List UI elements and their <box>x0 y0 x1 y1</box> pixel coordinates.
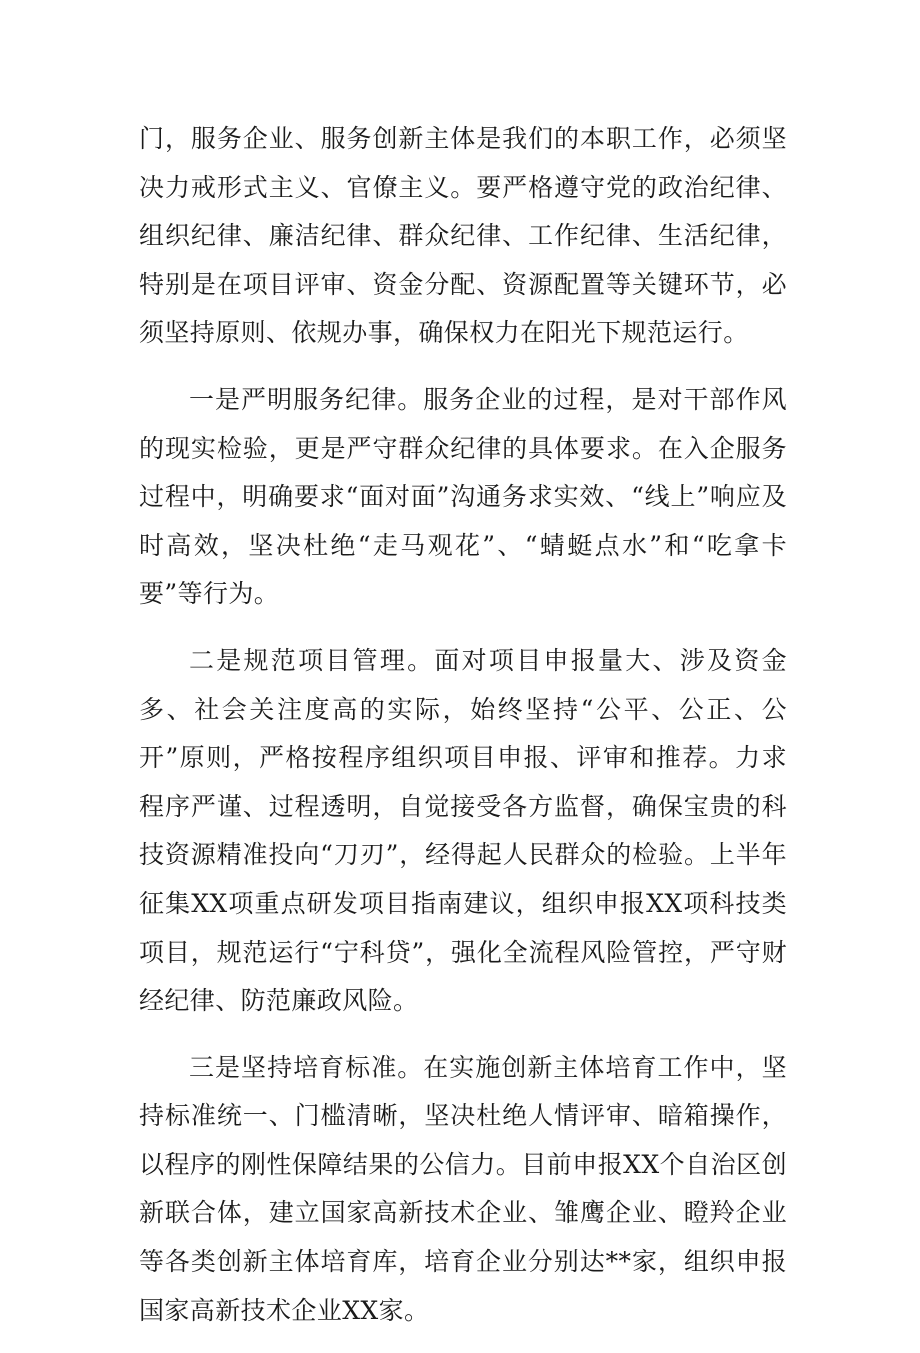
paragraph-service-discipline: 一是严明服务纪律。服务企业的过程，是对干部作风的现实检验，更是严守群众纪律的具体要求。在入企服务过程中，明确要求“面对面”沟通务求实效、“线上”响应及时高效，坚决杜绝“走马观花”、“蜻蜓点水”和“吃拿卡要”等行为。 <box>139 384 787 609</box>
paragraph-cultivation-standards: 三是坚持培育标准。在实施创新主体培育工作中，坚持标准统一、门槛清晰，坚决杜绝人情评审、暗箱操作，以程序的刚性保障结果的公信力。目前申报XX个自治区创新联合体，建立国家高新技术企业、雏鹰企业、瞪羚企业等各类创新主体培育库，培育企业分别达**家，组织申报国家高新技术企业XX家。 <box>139 1052 787 1325</box>
paragraph-intro: 门，服务企业、服务创新主体是我们的本职工作，必须坚决力戒形式主义、官僚主义。要严格遵守党的政治纪律、组织纪律、廉洁纪律、群众纪律、工作纪律、生活纪律，特别是在项目评审、资金分配、资源配置等关键环节，必须坚持原则、依规办事，确保权力在阳光下规范运行。 <box>139 124 787 348</box>
document-body <box>139 115 787 1353</box>
paragraph-project-management: 二是规范项目管理。面对项目申报量大、涉及资金多、社会关注度高的实际，始终坚持“公平、公正、公开”原则，严格按程序组织项目申报、评审和推荐。力求程序严谨、过程透明，自觉接受各方监督，确保宝贵的科技资源精准投向“刀刃”，经得起人民群众的检验。上半年征集XX项重点研发项目指南建议，组织申报XX项科技类项目，规范运行“宁科贷”，强化全流程风险管控，严守财经纪律、防范廉政风险。 <box>139 645 787 1016</box>
